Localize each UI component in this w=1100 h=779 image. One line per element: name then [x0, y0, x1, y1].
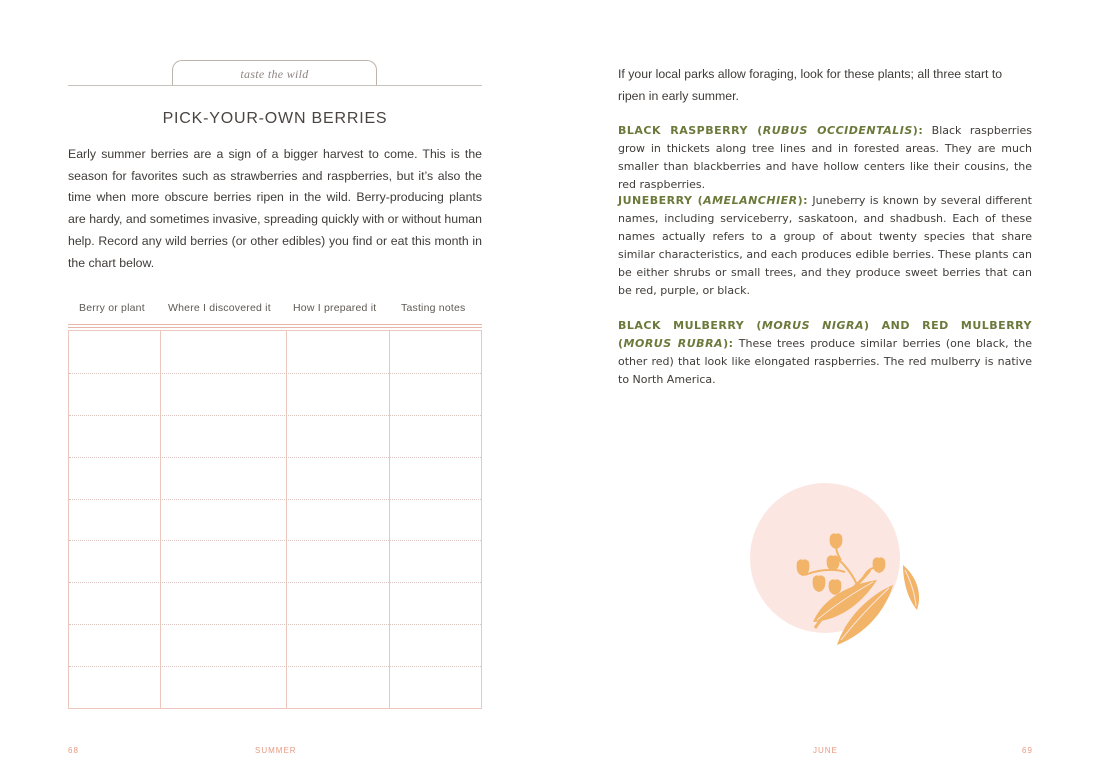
column-header-berry: Berry or plant: [79, 302, 145, 314]
column-header-how: How I prepared it: [293, 302, 377, 314]
row-divider: [69, 415, 481, 416]
running-head-right: JUNE: [813, 746, 838, 755]
column-divider: [389, 331, 390, 708]
entry-heading: BLACK RASPBERRY (RUBUS OCCIDENTALIS):: [618, 124, 924, 137]
chart-header-rule: [68, 324, 482, 328]
page-title: PICK-YOUR-OWN BERRIES: [162, 110, 388, 127]
entry-body: Black raspberries grow in thickets along tree lines and in forested areas. They are much smaller than blackberries and have hollow centers like their cousins, the red raspberries.: [618, 124, 1032, 191]
entry-heading: JUNEBERRY (AMELANCHIER):: [618, 194, 809, 207]
entry-body: Juneberry is known by several different names, including serviceberry, saskatoon, and shadbush. Each of these names actually refers to a group of about twenty species that share similar characteristics, and each produces edible berries. These plants can be either shrubs or small trees, and they produce sweet berries that can be red, purple, or black.: [618, 194, 1032, 297]
chart-header-row: [68, 302, 482, 320]
row-divider: [69, 666, 481, 667]
row-divider: [69, 582, 481, 583]
entry-juneberry: [618, 192, 1032, 299]
row-divider: [69, 499, 481, 500]
running-head-left: SUMMER: [255, 746, 297, 755]
berry-chart-grid: [68, 330, 482, 709]
right-page: [550, 0, 1100, 779]
entry-heading: BLACK MULBERRY (MORUS NIGRA) AND RED MULBERRY (MORUS RUBRA):: [618, 319, 1032, 350]
page-number-left: 68: [68, 746, 79, 755]
column-header-notes: Tasting notes: [401, 302, 466, 314]
section-tab: taste the wild: [172, 60, 377, 85]
row-divider: [69, 373, 481, 374]
page-number-right: 69: [1022, 746, 1033, 755]
entry-black-raspberry: [618, 122, 1032, 194]
row-divider: [69, 624, 481, 625]
foraging-intro: If your local parks allow foraging, look for these plants; all three start to ripen in early summer.: [618, 67, 1003, 103]
row-divider: [69, 457, 481, 458]
intro-paragraph: Early summer berries are a sign of a bigger harvest to come. This is the season for favorites such as strawberries and raspberries, but it’s also the time when more obscure berries ripen in the wild. Berry-producing plants are hardy, and sometimes invasive, spreading quickly with or without human help. Record any wild berries (or other edibles) you find or eat this month in the chart below.: [68, 147, 482, 270]
berry-plant-icon: [745, 480, 935, 660]
header-rule: [68, 85, 482, 86]
entry-mulberry: [618, 317, 1032, 389]
column-header-where: Where I discovered it: [168, 302, 271, 314]
column-divider: [160, 331, 161, 708]
entry-body: These trees produce similar berries (one black, the other red) that look like elongated raspberries. The red mulberry is native to North America.: [618, 336, 1032, 386]
row-divider: [69, 540, 481, 541]
column-divider: [286, 331, 287, 708]
